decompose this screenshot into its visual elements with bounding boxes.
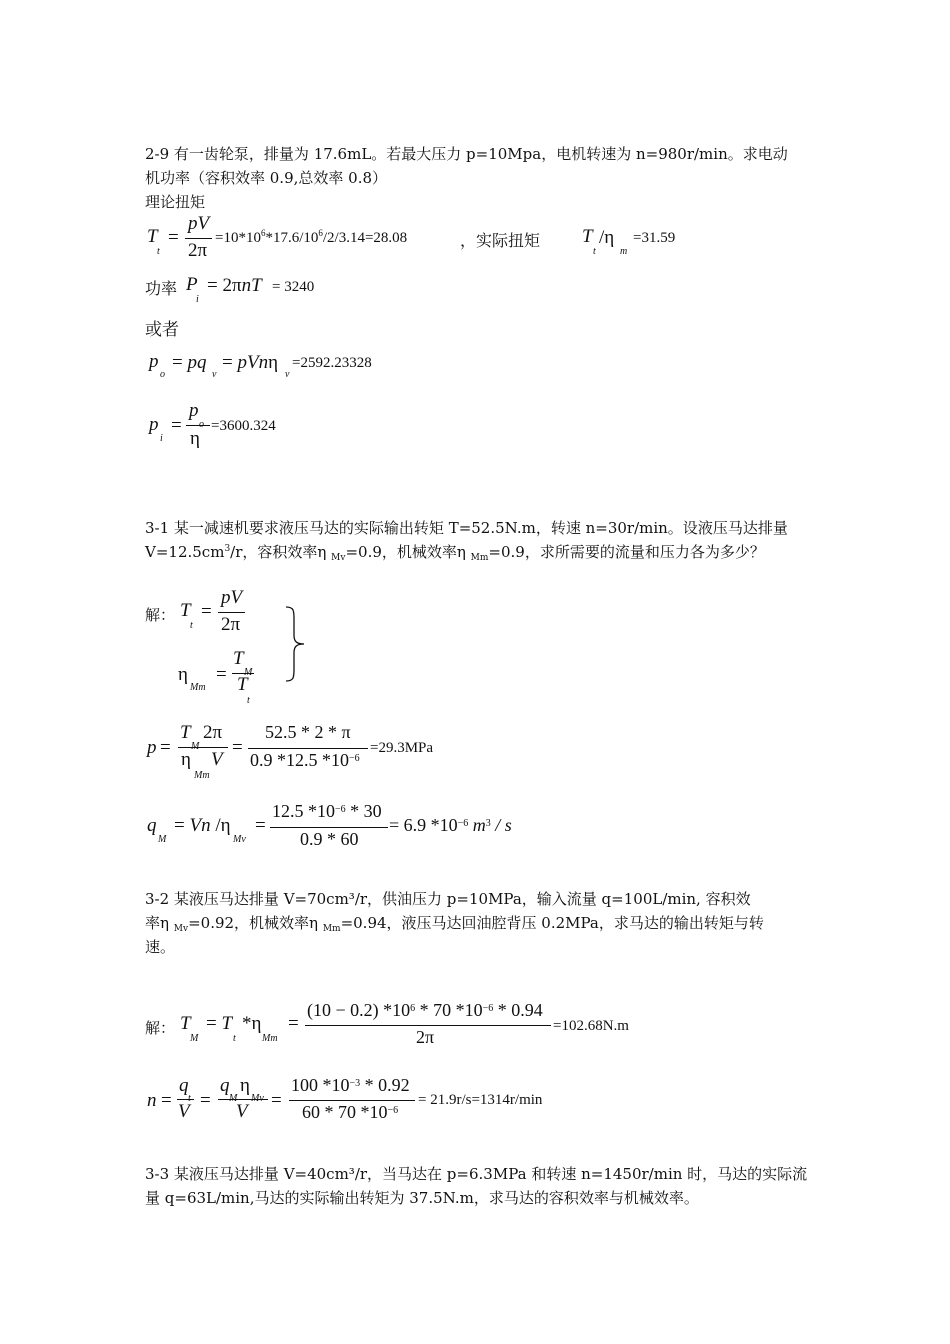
- torque-numerator: (10 − 0.2) $*10^6 * 70$ $*10^{-6} * 0.94$: [307, 1000, 543, 1020]
- problem-3-3-line-2: 量 q=63L/min,马达的实际输出转矩为 37.5N.m，求马达的容积效率与机械效率。: [145, 1189, 699, 1207]
- numerator-eta: η: [240, 1075, 250, 1096]
- speed-result: = 21.9r/s=1314r/min: [418, 1092, 543, 1108]
- fraction-bar-n1: [177, 1099, 194, 1100]
- equals-pVn-eta: = pVnη: [222, 352, 279, 373]
- numerator-pV-3-1: pV: [221, 587, 243, 608]
- numerator-qM: q: [220, 1075, 230, 1096]
- denominator-eta: η: [190, 428, 200, 449]
- numerator-TM: T: [233, 648, 244, 669]
- problem-2-9-line-1: 2-9 有一齿轮泵，排量为 17.6mL。若最大压力 p=10Mpa，电机转速为 n=980r/min。求电动: [145, 145, 788, 163]
- fraction-bar-q: [270, 827, 388, 828]
- problem-2-9-line-2: 机功率（容积效率 0.9,总效率 0.8）: [145, 169, 388, 187]
- power-value: = 3240: [272, 279, 315, 295]
- equals-2pinT: = 2πnT: [207, 275, 262, 296]
- subscript-Mm: Mm: [190, 682, 206, 693]
- symbol-T-3-1: T: [180, 600, 191, 621]
- problem-3-1-line-2: $V=12.5cm^3/r$，容积效率η $_{Mv}$=0.9，机械效率η $_{Mm}$=0.9，求所需要的流量和压力各为多少？: [145, 543, 765, 563]
- equals-3-2: =: [288, 1013, 299, 1034]
- denominator-V-n2: V: [236, 1101, 248, 1122]
- symbol-T: T: [147, 226, 158, 247]
- fraction-bar-p-right: [248, 748, 368, 749]
- symbol-TM-3-2: T: [180, 1013, 191, 1034]
- fraction-bar-n3: [289, 1100, 415, 1101]
- equals-n: =: [161, 1090, 172, 1111]
- fraction-bar: [185, 238, 212, 239]
- theory-torque-label: 理论扭矩: [145, 193, 206, 211]
- solution-label-3-1: 解：: [145, 606, 176, 624]
- denominator-V: V: [211, 749, 223, 770]
- equals-Tt: = T: [206, 1013, 233, 1034]
- eta-Mm: η: [178, 664, 188, 685]
- subscript-o: o: [160, 369, 165, 380]
- problem-3-2-line-1: 3-2 某液压马达排量 V=70cm³/r，供油压力 p=10MPa，输入流量 q=100L/min, 容积效: [145, 890, 751, 908]
- numerator-TM-2pi: T: [180, 722, 191, 743]
- equals-sign: =: [168, 227, 179, 248]
- symbol-q: q: [147, 815, 157, 836]
- problem-3-2-line-3: 速。: [145, 938, 176, 956]
- theory-torque-value: $=10*10^6*17.6/10^6/2/3.14=28.08$: [215, 228, 408, 246]
- fraction-bar-n2: [218, 1099, 268, 1100]
- problem-3-1-line-1: 3-1 某一减速机要求液压马达的实际输出转矩 T=52.5N.m，转速 n=30r/min。设液压马达排量: [145, 519, 788, 537]
- flow-numerator: 12.5 $*10^{-6} * 30$: [272, 801, 382, 821]
- fraction-denominator-2pi: 2π: [188, 240, 208, 261]
- equals-n2: =: [200, 1090, 211, 1111]
- subscript-M-3-2: M: [190, 1033, 199, 1044]
- solution-label-3-2: 解：: [145, 1019, 176, 1037]
- equals-Vn: = Vn /η: [174, 815, 231, 836]
- symbol-p-i: p: [149, 414, 159, 435]
- denominator-Tt: T: [237, 674, 248, 695]
- pressure-result: =29.3MPa: [370, 740, 434, 756]
- fraction-bar-2: [186, 425, 210, 426]
- equals-pq: = pq: [172, 352, 207, 373]
- actual-torque-value: =31.59: [633, 230, 676, 246]
- output-power-value: =2592.23328: [292, 355, 372, 371]
- times-eta: *η: [242, 1013, 262, 1034]
- fraction-bar-3-1a: [218, 612, 245, 613]
- denominator-eta: η: [181, 749, 191, 770]
- subscript-t-3-1: t: [190, 620, 193, 631]
- numerator-q-t: q: [179, 1075, 189, 1096]
- symbol-p-3-1: p: [147, 737, 157, 758]
- subscript-t-3-2: t: [233, 1033, 236, 1044]
- problem-3-2-line-2: 率η $_{Mv}$=0.92，机械效率η $_{Mm}$=0.94，液压马达回油腔背压 0.2MPa，求马达的输出转矩与转: [145, 914, 764, 934]
- subscript-m: m: [620, 246, 628, 257]
- torque-result: =102.68N.m: [553, 1018, 629, 1034]
- fraction-numerator-pV: pV: [188, 213, 210, 234]
- pressure-denominator: 0.9 *12.5 $*10^{-6}$: [250, 750, 360, 770]
- fraction-bar-p-left: [178, 747, 228, 748]
- subscript-Mm-3-2: Mm: [262, 1033, 278, 1044]
- flow-denominator: 0.9 * 60: [300, 829, 359, 849]
- equals-p-3-1b: =: [232, 737, 243, 758]
- subscript-t-actual: t: [593, 246, 596, 257]
- subscript-v-2: v: [285, 369, 290, 380]
- speed-numerator: 100 $*10^{-3} * 0.92$: [291, 1075, 410, 1095]
- subscript-t: t: [157, 246, 160, 257]
- flow-result: = 6.9 $*10^{-6}$ $m^3$ / s: [389, 815, 512, 835]
- right-brace-icon: [284, 605, 308, 683]
- subscript-t-3-1b: t: [247, 695, 250, 706]
- denominator-2pi-3-1: 2π: [221, 614, 241, 635]
- subscript-i: i: [196, 294, 199, 305]
- power-label: 功率: [145, 279, 178, 298]
- equals-3-1: =: [201, 601, 212, 622]
- numerator-p: p: [189, 400, 199, 421]
- equals-sign-2: =: [171, 415, 182, 436]
- subscript-i-2: i: [160, 433, 163, 444]
- subscript-v-1: v: [212, 369, 217, 380]
- subscript-Mm-2: Mm: [194, 770, 210, 781]
- equals-q-2: =: [255, 815, 266, 836]
- numerator-2pi: 2π: [203, 722, 223, 743]
- divide-eta-m: /η: [599, 227, 615, 248]
- equals-3-1b: =: [216, 664, 227, 685]
- actual-torque-label: ，实际扭矩: [460, 231, 541, 250]
- fraction-bar-tm: [305, 1025, 551, 1026]
- subscript-M-q: M: [158, 834, 167, 845]
- speed-denominator: 60 * 70 $*10^{-6}$: [302, 1102, 399, 1122]
- or-label: 或者: [145, 320, 179, 340]
- torque-denominator: 2π: [416, 1027, 435, 1047]
- symbol-T-actual: T: [582, 226, 593, 247]
- pressure-numerator: 52.5 * 2 * π: [265, 722, 351, 742]
- equals-n3: =: [271, 1090, 282, 1111]
- problem-3-3-line-1: 3-3 某液压马达排量 V=40cm³/r，当马达在 p=6.3MPa 和转速 n=1450r/min 时，马达的实际流: [145, 1165, 808, 1183]
- symbol-n: n: [147, 1090, 157, 1111]
- subscript-Mv: Mv: [233, 834, 246, 845]
- symbol-P: P: [186, 274, 198, 295]
- denominator-V-n1: V: [178, 1101, 190, 1122]
- equals-p-3-1: =: [160, 737, 171, 758]
- symbol-p-o: p: [149, 351, 159, 372]
- input-power-value: =3600.324: [211, 418, 276, 434]
